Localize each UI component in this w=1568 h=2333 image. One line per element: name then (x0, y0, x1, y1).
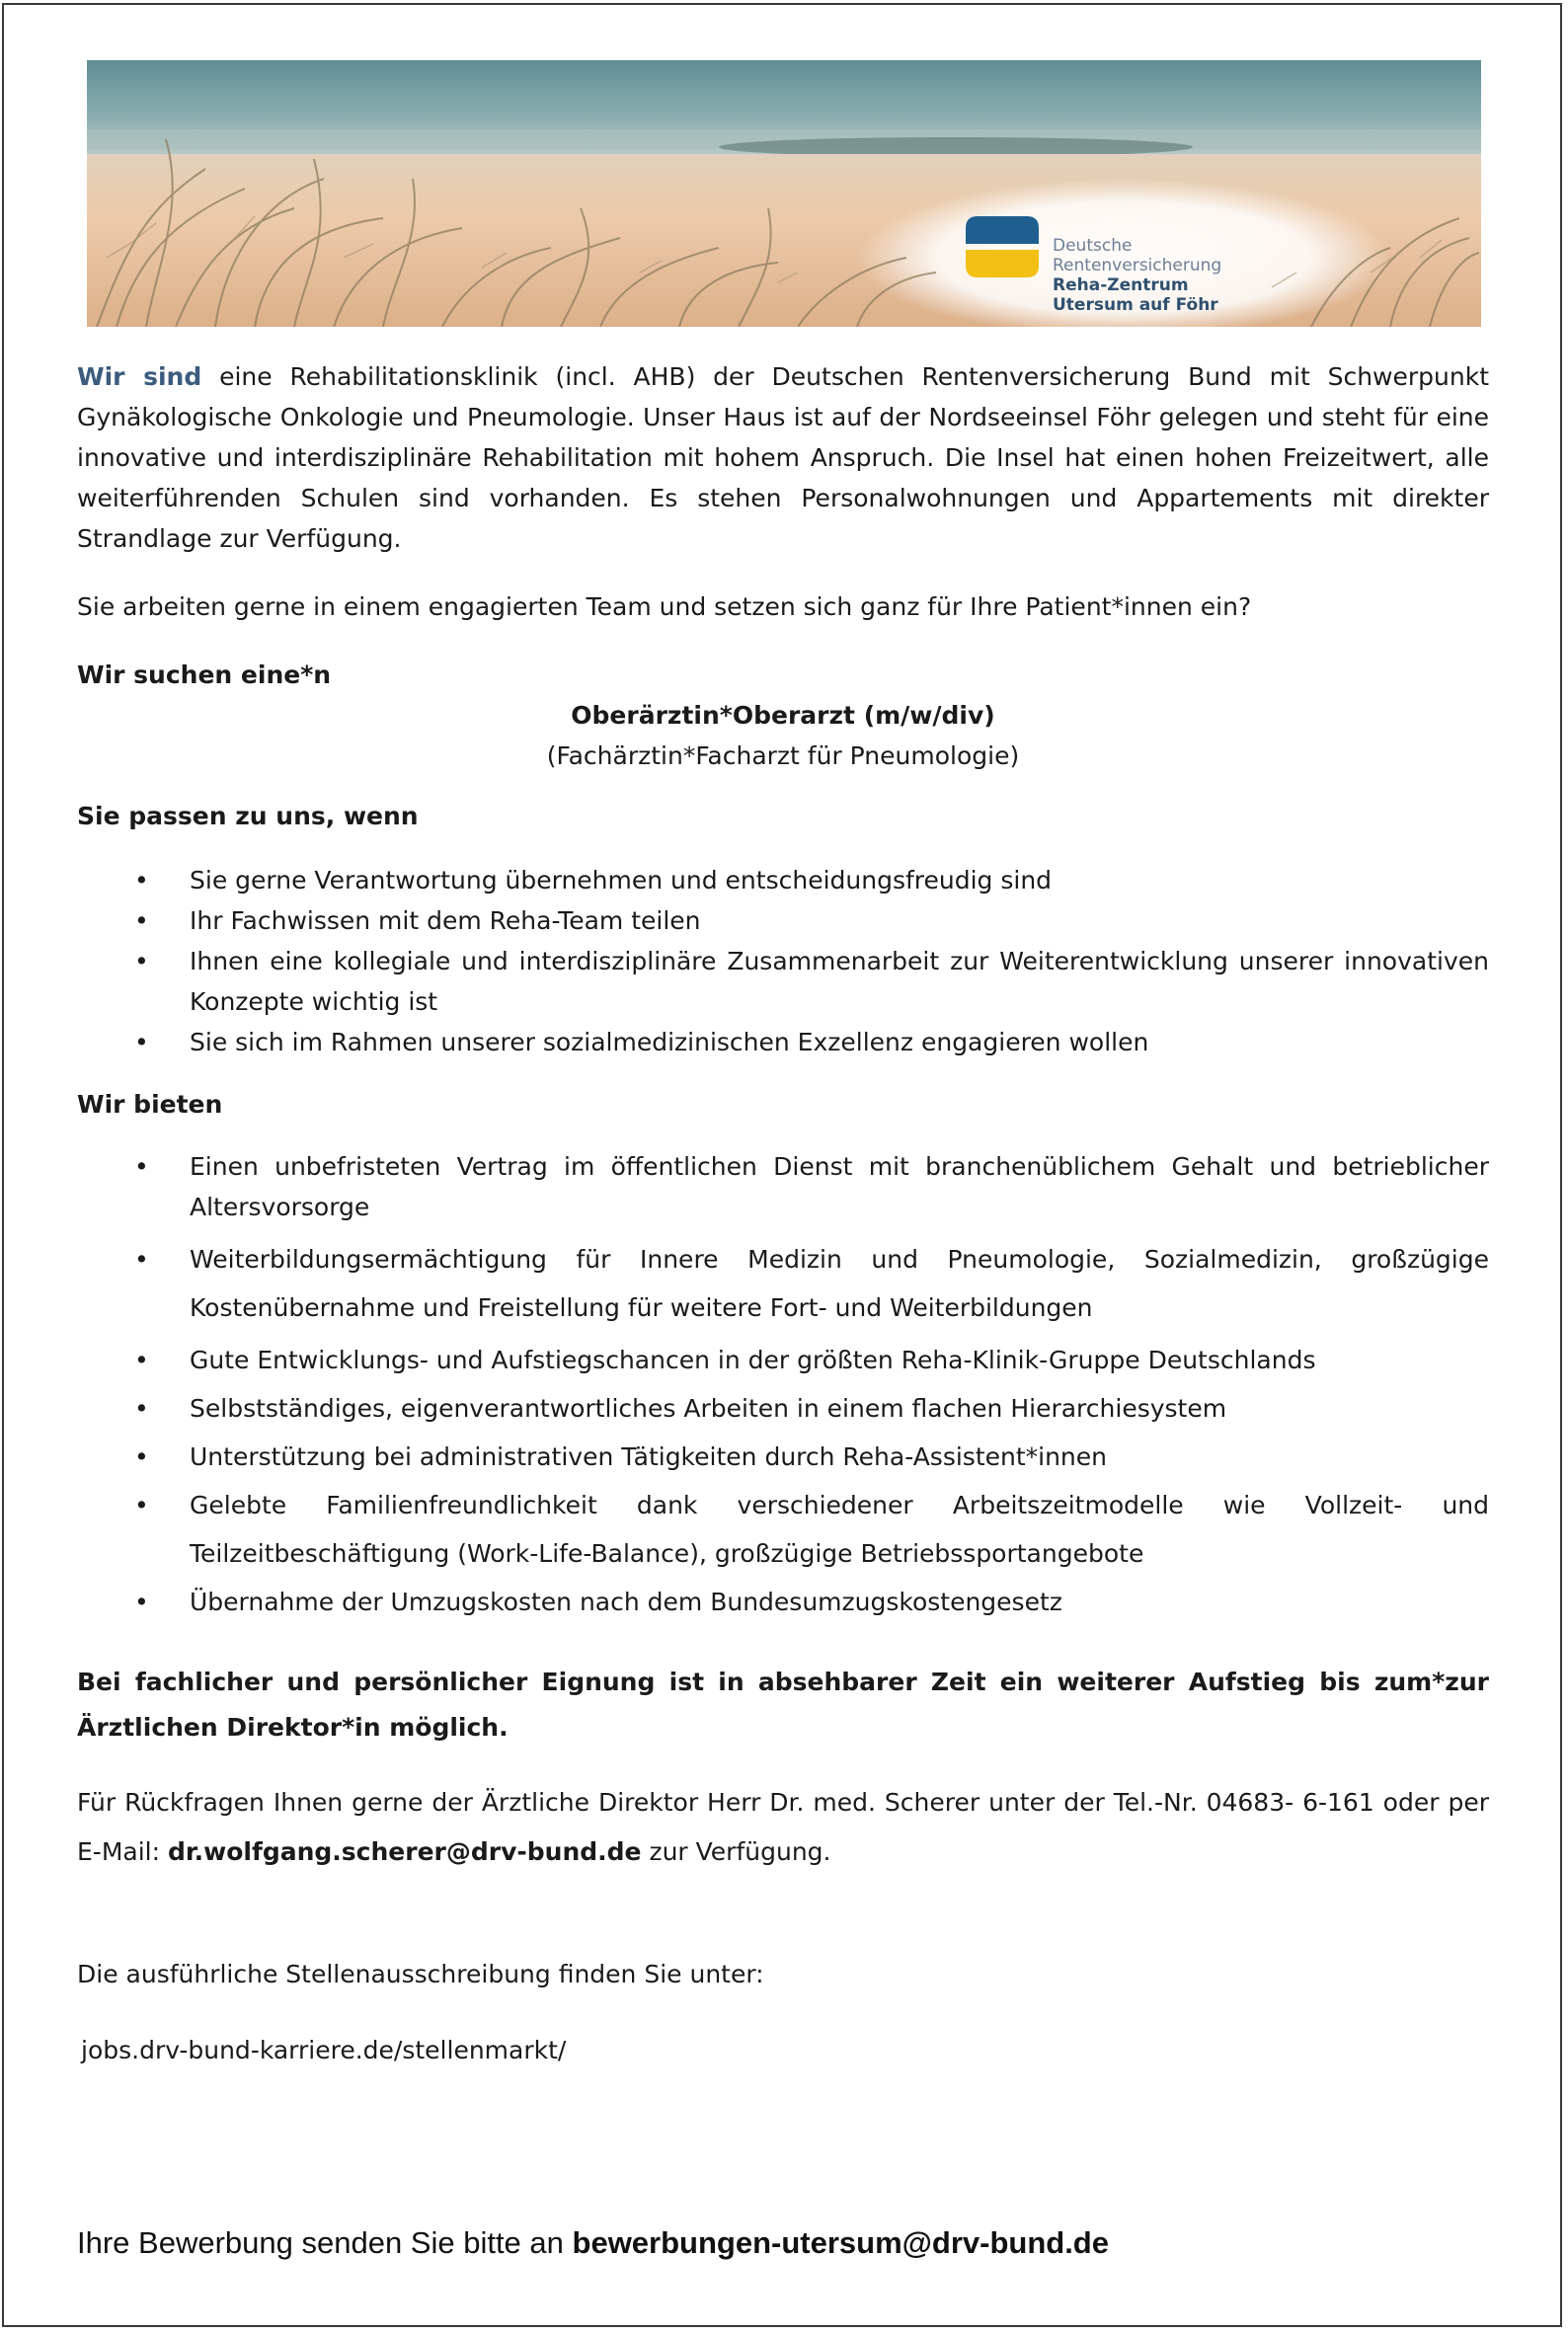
application-text: Ihre Bewerbung senden Sie bitte an (77, 2225, 573, 2260)
list-item: • Weiterbildungsermächtigung für Innere Medizin und Pneumologie, Sozialmedizin, großzügige Kostenübernahme und Freistellung für weitere Fort- und Weiterbildungen (77, 1235, 1489, 1332)
list-item: • Ihnen eine kollegiale und interdisziplinäre Zusammenarbeit zur Weiterentwicklung unserer innovativen Konzepte wichtig ist (77, 941, 1489, 1022)
logo-line-2: Rentenversicherung (1053, 256, 1222, 275)
offer-list (77, 1146, 1489, 1626)
contact-text: Für Rückfragen Ihnen gerne der Ärztliche Direktor Herr Dr. med. Scherer unter der Tel.-Nr. 04683- 6-161 oder per E-Mail: (77, 1788, 1489, 1866)
question-paragraph: Sie arbeiten gerne in einem engagierten Team und setzen sich ganz für Ihre Patient*innen ein? (77, 592, 1252, 621)
job-posting-page (2, 3, 1562, 2327)
list-item: • Sie sich im Rahmen unserer sozialmedizinischen Exzellenz engagieren wollen (77, 1022, 1489, 1062)
contact-email-link[interactable]: dr.wolfgang.scherer@drv-bund.de (167, 1837, 642, 1866)
intro-lead: Wir sind (77, 362, 202, 391)
list-item: • Gelebte Familienfreundlichkeit dank verschiedener Arbeitszeitmodelle wie Vollzeit- und Teilzeitbeschäftigung (Work-Life-Balance), großzügige Betriebssportangebote (77, 1481, 1489, 1578)
position-subtitle: (Fachärztin*Facharzt für Pneumologie) (546, 741, 1020, 770)
list-item: • Übernahme der Umzugskosten nach dem Bundesumzugskostengesetz (77, 1578, 1489, 1626)
logo-line-1: Deutsche (1053, 236, 1133, 256)
header-banner-image (87, 60, 1481, 327)
posting-content (77, 356, 1489, 2070)
intro-text: eine Rehabilitationsklinik (incl. AHB) der Deutschen Rentenversicherung Bund mit Schwerpunkt Gynäkologische Onkologie und Pneumologie. Unser Haus ist auf der Nordseeinsel Föhr gelegen und steht für eine innovative und interdisziplinäre Rehabilitation mit hohem Anspruch. Die Insel hat einen hohen Freizeitwert, alle weiterführenden Schulen sind vorhanden. Es stehen Personalwohnungen und Appartements mit direkter Strandlage zur Verfügung. (77, 362, 1489, 553)
search-heading: Wir suchen eine*n (77, 661, 332, 689)
listing-url-link[interactable]: jobs.drv-bund-karriere.de/stellenmarkt/ (81, 2036, 567, 2064)
logo-line-3: Reha-Zentrum (1053, 275, 1189, 295)
list-item: • Einen unbefristeten Vertrag im öffentlichen Dienst mit branchenüblichem Gehalt und betrieblicher Altersvorsorge (77, 1146, 1489, 1227)
logo-line-4: Utersum auf Föhr (1053, 295, 1218, 315)
list-item: • Ihr Fachwissen mit dem Reha-Team teilen (77, 900, 1489, 941)
list-item: • Sie gerne Verantwortung übernehmen und entscheidungsfreudig sind (77, 860, 1489, 900)
list-item: • Gute Entwicklungs- und Aufstiegschancen in der größten Reha-Klinik-Gruppe Deutschlands (77, 1336, 1489, 1384)
list-item: • Unterstützung bei administrativen Tätigkeiten durch Reha-Assistent*innen (77, 1433, 1489, 1481)
application-email-link[interactable]: bewerbungen-utersum@drv-bund.de (572, 2225, 1109, 2260)
application-line (77, 2223, 1109, 2263)
career-note: Bei fachlicher und persönlicher Eignung ist in absehbarer Zeit ein weiterer Aufstieg bis zum*zur Ärztlichen Direktor*in möglich. (77, 1668, 1489, 1742)
list-item: • Selbstständiges, eigenverantwortliches Arbeiten in einem flachen Hierarchiesystem (77, 1384, 1489, 1433)
contact-text-end: zur Verfügung. (641, 1837, 831, 1866)
position-title: Oberärztin*Oberarzt (m/w/div) (571, 701, 995, 730)
fit-list (77, 860, 1489, 1062)
beach-dune-illustration (87, 60, 1481, 327)
fit-heading: Sie passen zu uns, wenn (77, 802, 419, 830)
intro-paragraph (77, 356, 1489, 559)
contact-paragraph (77, 1778, 1489, 1877)
offer-heading: Wir bieten (77, 1090, 223, 1119)
drv-logo-text (1053, 236, 1221, 315)
listing-intro: Die ausführliche Stellenausschreibung finden Sie unter: (77, 1960, 764, 1988)
